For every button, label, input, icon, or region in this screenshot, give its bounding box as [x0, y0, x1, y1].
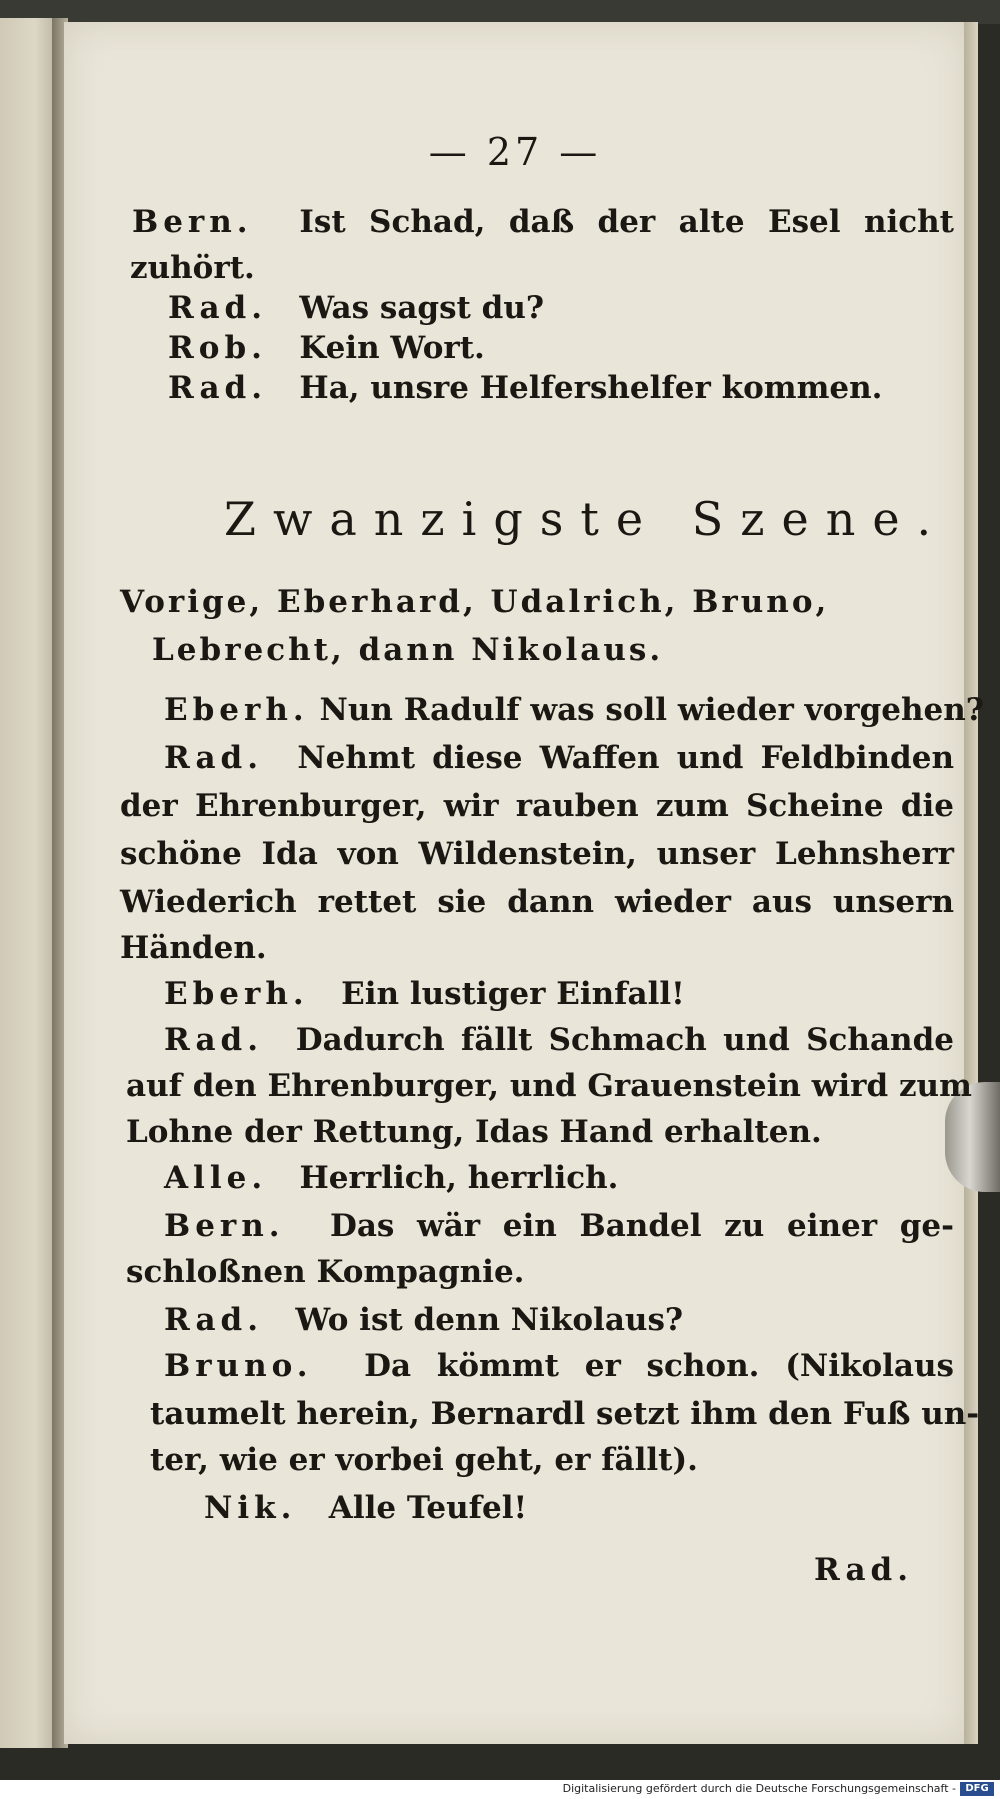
speaker: Rad.	[168, 370, 268, 406]
speaker: Eberh.	[164, 976, 309, 1012]
dialogue-line	[164, 1346, 954, 1386]
dialogue-line	[126, 1252, 524, 1292]
dialogue-line	[164, 1206, 954, 1246]
speaker: Bern.	[132, 204, 253, 240]
line-text: schöne Ida von Wildenstein, unser Lehnsherr	[120, 836, 954, 872]
dialogue-line	[126, 1066, 972, 1106]
dialogue-line	[164, 690, 984, 730]
speaker: Alle.	[164, 1160, 268, 1196]
line-text: auf den Ehrenburger, und Grauenstein wird zum	[126, 1068, 972, 1104]
line-text: Herrlich, herrlich.	[299, 1160, 619, 1196]
text-line	[168, 288, 544, 328]
line-text: Das wär ein Bandel zu einer ge-	[329, 1208, 954, 1244]
dialogue-line	[204, 1488, 527, 1528]
line-text: Was sagst du?	[299, 290, 545, 326]
line-text: Ha, unsre Helfershelfer kommen.	[299, 370, 883, 406]
line-text: taumelt herein, Bernardl setzt ihm den Fuß un-	[150, 1396, 980, 1432]
text-line	[168, 368, 882, 408]
speaker: Rob.	[168, 330, 267, 366]
speaker: Rad.	[164, 1302, 264, 1338]
dialogue-line	[120, 928, 267, 968]
line-text: Alle Teufel!	[328, 1490, 528, 1526]
line-text: Nehmt diese Waffen und Feldbinden	[297, 740, 954, 776]
scan-backdrop	[0, 0, 1000, 24]
speaker: Rad.	[164, 740, 264, 776]
dialogue-line	[150, 1394, 980, 1434]
page-text	[64, 22, 984, 1744]
dialogue-line	[164, 1300, 683, 1340]
dialogue-line	[126, 1112, 822, 1152]
line-text: schloßnen Kompagnie.	[126, 1254, 525, 1290]
text-line	[168, 328, 485, 368]
line-text: Wo ist denn Nikolaus?	[295, 1302, 684, 1338]
line-text: Lohne der Rettung, Idas Hand erhalten.	[126, 1114, 822, 1150]
line-text: Nun Radulf was soll wieder vorgehen?	[319, 692, 984, 728]
cast-line: Vorige, Eberhard, Udalrich, Bruno,	[120, 584, 830, 620]
line-text: ter, wie er vorbei geht, er fällt).	[150, 1442, 698, 1478]
footer-credit: Digitalisierung gefördert durch die Deutsche Forschungsgemeinschaft -	[562, 1782, 956, 1795]
speaker: Rad.	[164, 1022, 264, 1058]
speaker: Rad.	[168, 290, 268, 326]
line-text: zuhört.	[130, 250, 255, 286]
text-line	[130, 248, 255, 288]
catchword: Rad.	[814, 1552, 914, 1588]
line-text: Ist Schad, daß der alte Esel nicht	[299, 204, 954, 240]
line-text: Kein Wort.	[299, 330, 485, 366]
speaker: Eberh.	[164, 692, 309, 728]
dialogue-line	[120, 834, 954, 874]
scene-heading: Zwanzigste Szene.	[224, 492, 949, 546]
page-edge	[964, 22, 978, 1744]
cast-line: Lebrecht, dann Nikolaus.	[152, 632, 664, 668]
dialogue-line	[164, 1020, 954, 1060]
line-text: Wiederich rettet sie dann wieder aus unsern	[120, 884, 954, 920]
dialogue-line	[120, 786, 954, 826]
dialogue-line	[120, 882, 954, 922]
dialogue-line	[150, 1440, 698, 1480]
line-text: Dadurch fällt Schmach und Schande	[295, 1022, 954, 1058]
line-text: Da kömmt er schon. (Nikolaus	[364, 1348, 954, 1384]
dialogue-line	[164, 1158, 618, 1198]
speaker: Bern.	[164, 1208, 285, 1244]
dfg-logo: DFG	[960, 1782, 994, 1796]
line-text: Ein lustiger Einfall!	[341, 976, 685, 1012]
speaker: Nik.	[204, 1490, 297, 1526]
line-text: der Ehrenburger, wir rauben zum Scheine die	[120, 788, 954, 824]
line-text: Händen.	[120, 930, 267, 966]
dialogue-line	[164, 738, 954, 778]
dialogue-line	[164, 974, 685, 1014]
speaker: Bruno.	[164, 1348, 313, 1384]
left-page-edge	[0, 18, 58, 1748]
page-number: — 27 —	[428, 130, 602, 174]
text-line	[132, 202, 954, 242]
